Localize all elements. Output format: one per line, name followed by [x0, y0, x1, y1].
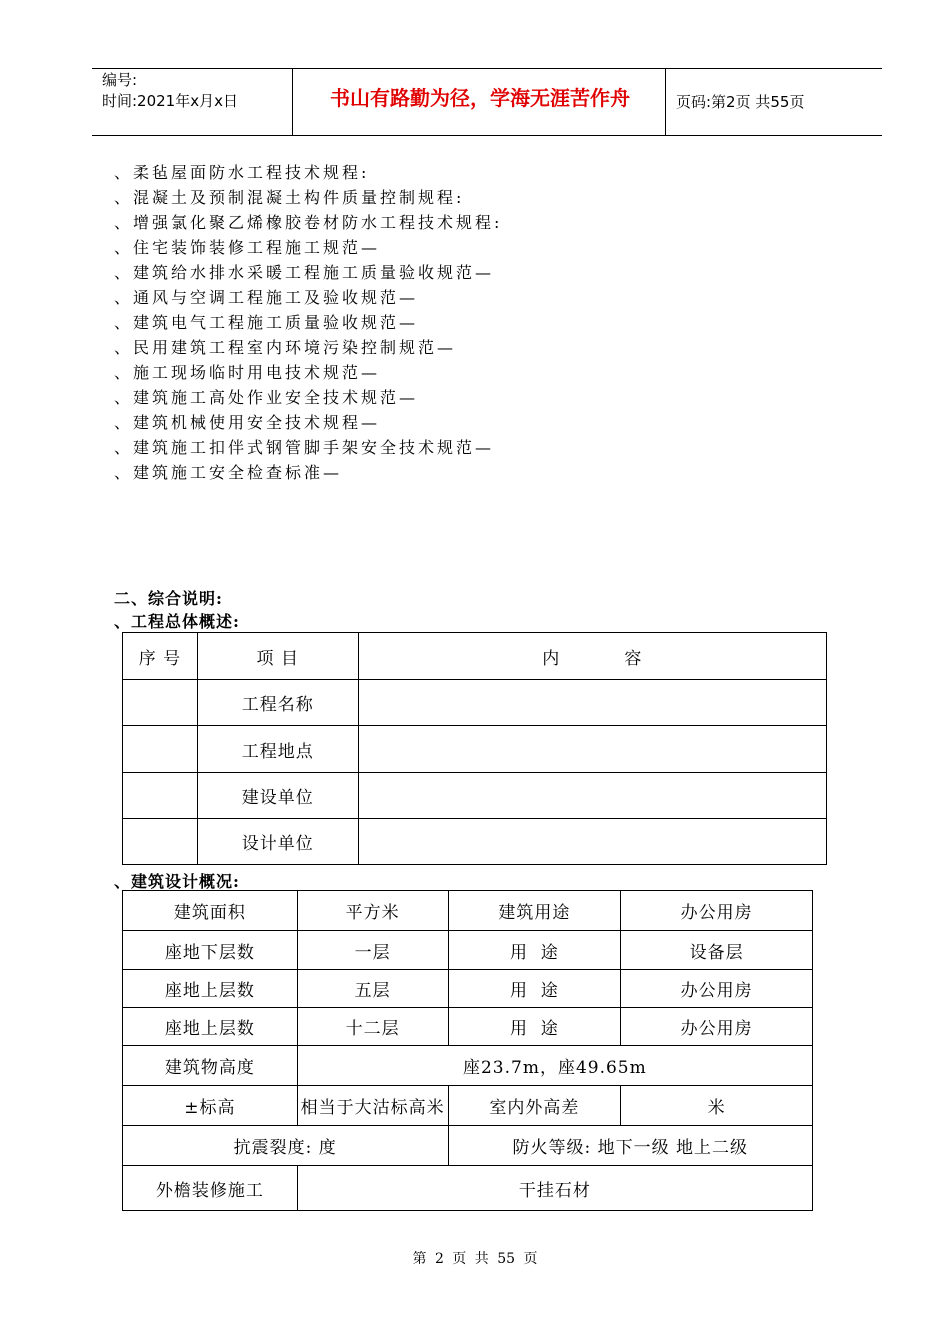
list-item: 、建筑给水排水采暖工程施工质量验收规范—	[114, 263, 495, 282]
list-item: 、建筑电气工程施工质量验收规范—	[114, 313, 419, 332]
header-divider-left	[292, 68, 293, 136]
section2-title: 二、综合说明:	[114, 589, 223, 608]
cell-height-label: 建筑物高度	[123, 1046, 298, 1086]
cell-use-label: 建筑用途	[448, 891, 621, 931]
cell-floor-count: 一层	[297, 931, 448, 970]
page-footer: 第 2 页 共 55 页	[412, 1251, 538, 1267]
table-row	[123, 819, 827, 865]
cell-content	[358, 726, 826, 773]
cell-floor-count: 五层	[297, 970, 448, 1008]
table-row	[123, 1008, 813, 1046]
cell-use-value: 设备层	[621, 931, 813, 970]
cell-facade-value: 干挂石材	[297, 1166, 812, 1211]
list-item: 、建筑施工高处作业安全技术规范—	[114, 388, 419, 407]
cell-floor-label: 座地下层数	[123, 931, 298, 970]
list-item: 、柔毡屋面防水工程技术规程:	[114, 163, 370, 182]
cell-no	[123, 819, 198, 865]
cell-elev-label: ±标高	[123, 1086, 298, 1126]
cell-no	[123, 680, 198, 726]
table-row	[123, 726, 827, 773]
cell-fire: 防火等级: 地下一级 地上二级	[448, 1126, 813, 1166]
header-top-rule	[92, 68, 882, 69]
cell-use-label: 用 途	[448, 970, 621, 1008]
list-item: 、混凝土及预制混凝土构件质量控制规程:	[114, 188, 465, 207]
header-meta	[102, 70, 238, 112]
list-item: 、民用建筑工程室内环境污染控制规范—	[114, 338, 457, 357]
cell-use-label: 用 途	[448, 1008, 621, 1046]
standards-list	[114, 160, 502, 485]
cell-diff-value: 米	[621, 1086, 813, 1126]
cell-diff-label: 室内外高差	[448, 1086, 621, 1126]
table-row	[123, 680, 827, 726]
list-item: 、住宅装饰装修工程施工规范—	[114, 238, 381, 257]
table-row	[123, 1126, 813, 1166]
cell-seismic: 抗震裂度: 度	[123, 1126, 449, 1166]
design-table	[122, 890, 813, 1211]
design-title: 、建筑设计概况:	[114, 872, 240, 891]
list-item: 、建筑机械使用安全技术规程—	[114, 413, 381, 432]
cell-floor-label: 座地上层数	[123, 1008, 298, 1046]
table-row	[123, 1166, 813, 1211]
cell-area-value: 平方米	[297, 891, 448, 931]
overview-title: 、工程总体概述:	[114, 612, 240, 631]
overview-table	[122, 632, 827, 865]
header-motto: 书山有路勤为径，学海无涯苦作舟	[330, 86, 630, 110]
cell-item: 设计单位	[197, 819, 358, 865]
table-row	[123, 931, 813, 970]
cell-item: 建设单位	[197, 773, 358, 819]
list-item: 、建筑施工安全检查标准—	[114, 463, 343, 482]
header-cell-item: 项 目	[197, 633, 358, 680]
cell-facade-label: 外檐装修施工	[123, 1166, 298, 1211]
table-row	[123, 1046, 813, 1086]
cell-height-value: 座23.7m，座49.65m	[297, 1046, 812, 1086]
cell-use-label: 用 途	[448, 931, 621, 970]
cell-content	[358, 680, 826, 726]
cell-area-label: 建筑面积	[123, 891, 298, 931]
list-item: 、施工现场临时用电技术规范—	[114, 363, 381, 382]
cell-elev-value: 相当于大沽标高米	[297, 1086, 448, 1126]
cell-floor-count: 十二层	[297, 1008, 448, 1046]
table-header-row	[123, 633, 827, 680]
cell-use-value: 办公用房	[621, 891, 813, 931]
table-row	[123, 970, 813, 1008]
serial-label: 编号:	[102, 71, 138, 89]
cell-no	[123, 773, 198, 819]
cell-item: 工程名称	[197, 680, 358, 726]
header-page-label: 页码:第2页 共55页	[676, 93, 805, 111]
cell-no	[123, 726, 198, 773]
cell-content	[358, 773, 826, 819]
header-bottom-rule	[92, 135, 882, 136]
cell-floor-label: 座地上层数	[123, 970, 298, 1008]
list-item: 、通风与空调工程施工及验收规范—	[114, 288, 419, 307]
cell-use-value: 办公用房	[621, 970, 813, 1008]
list-item: 、建筑施工扣伴式钢管脚手架安全技术规范—	[114, 438, 495, 457]
list-item: 、增强氯化聚乙烯橡胶卷材防水工程技术规程:	[114, 213, 503, 232]
header-cell-no: 序 号	[123, 633, 198, 680]
cell-use-value: 办公用房	[621, 1008, 813, 1046]
time-label: 时间:2021年x月x日	[102, 92, 238, 110]
cell-content	[358, 819, 826, 865]
table-row	[123, 891, 813, 931]
header-cell-content: 内 容	[358, 633, 826, 680]
table-row	[123, 1086, 813, 1126]
table-row	[123, 773, 827, 819]
cell-item: 工程地点	[197, 726, 358, 773]
